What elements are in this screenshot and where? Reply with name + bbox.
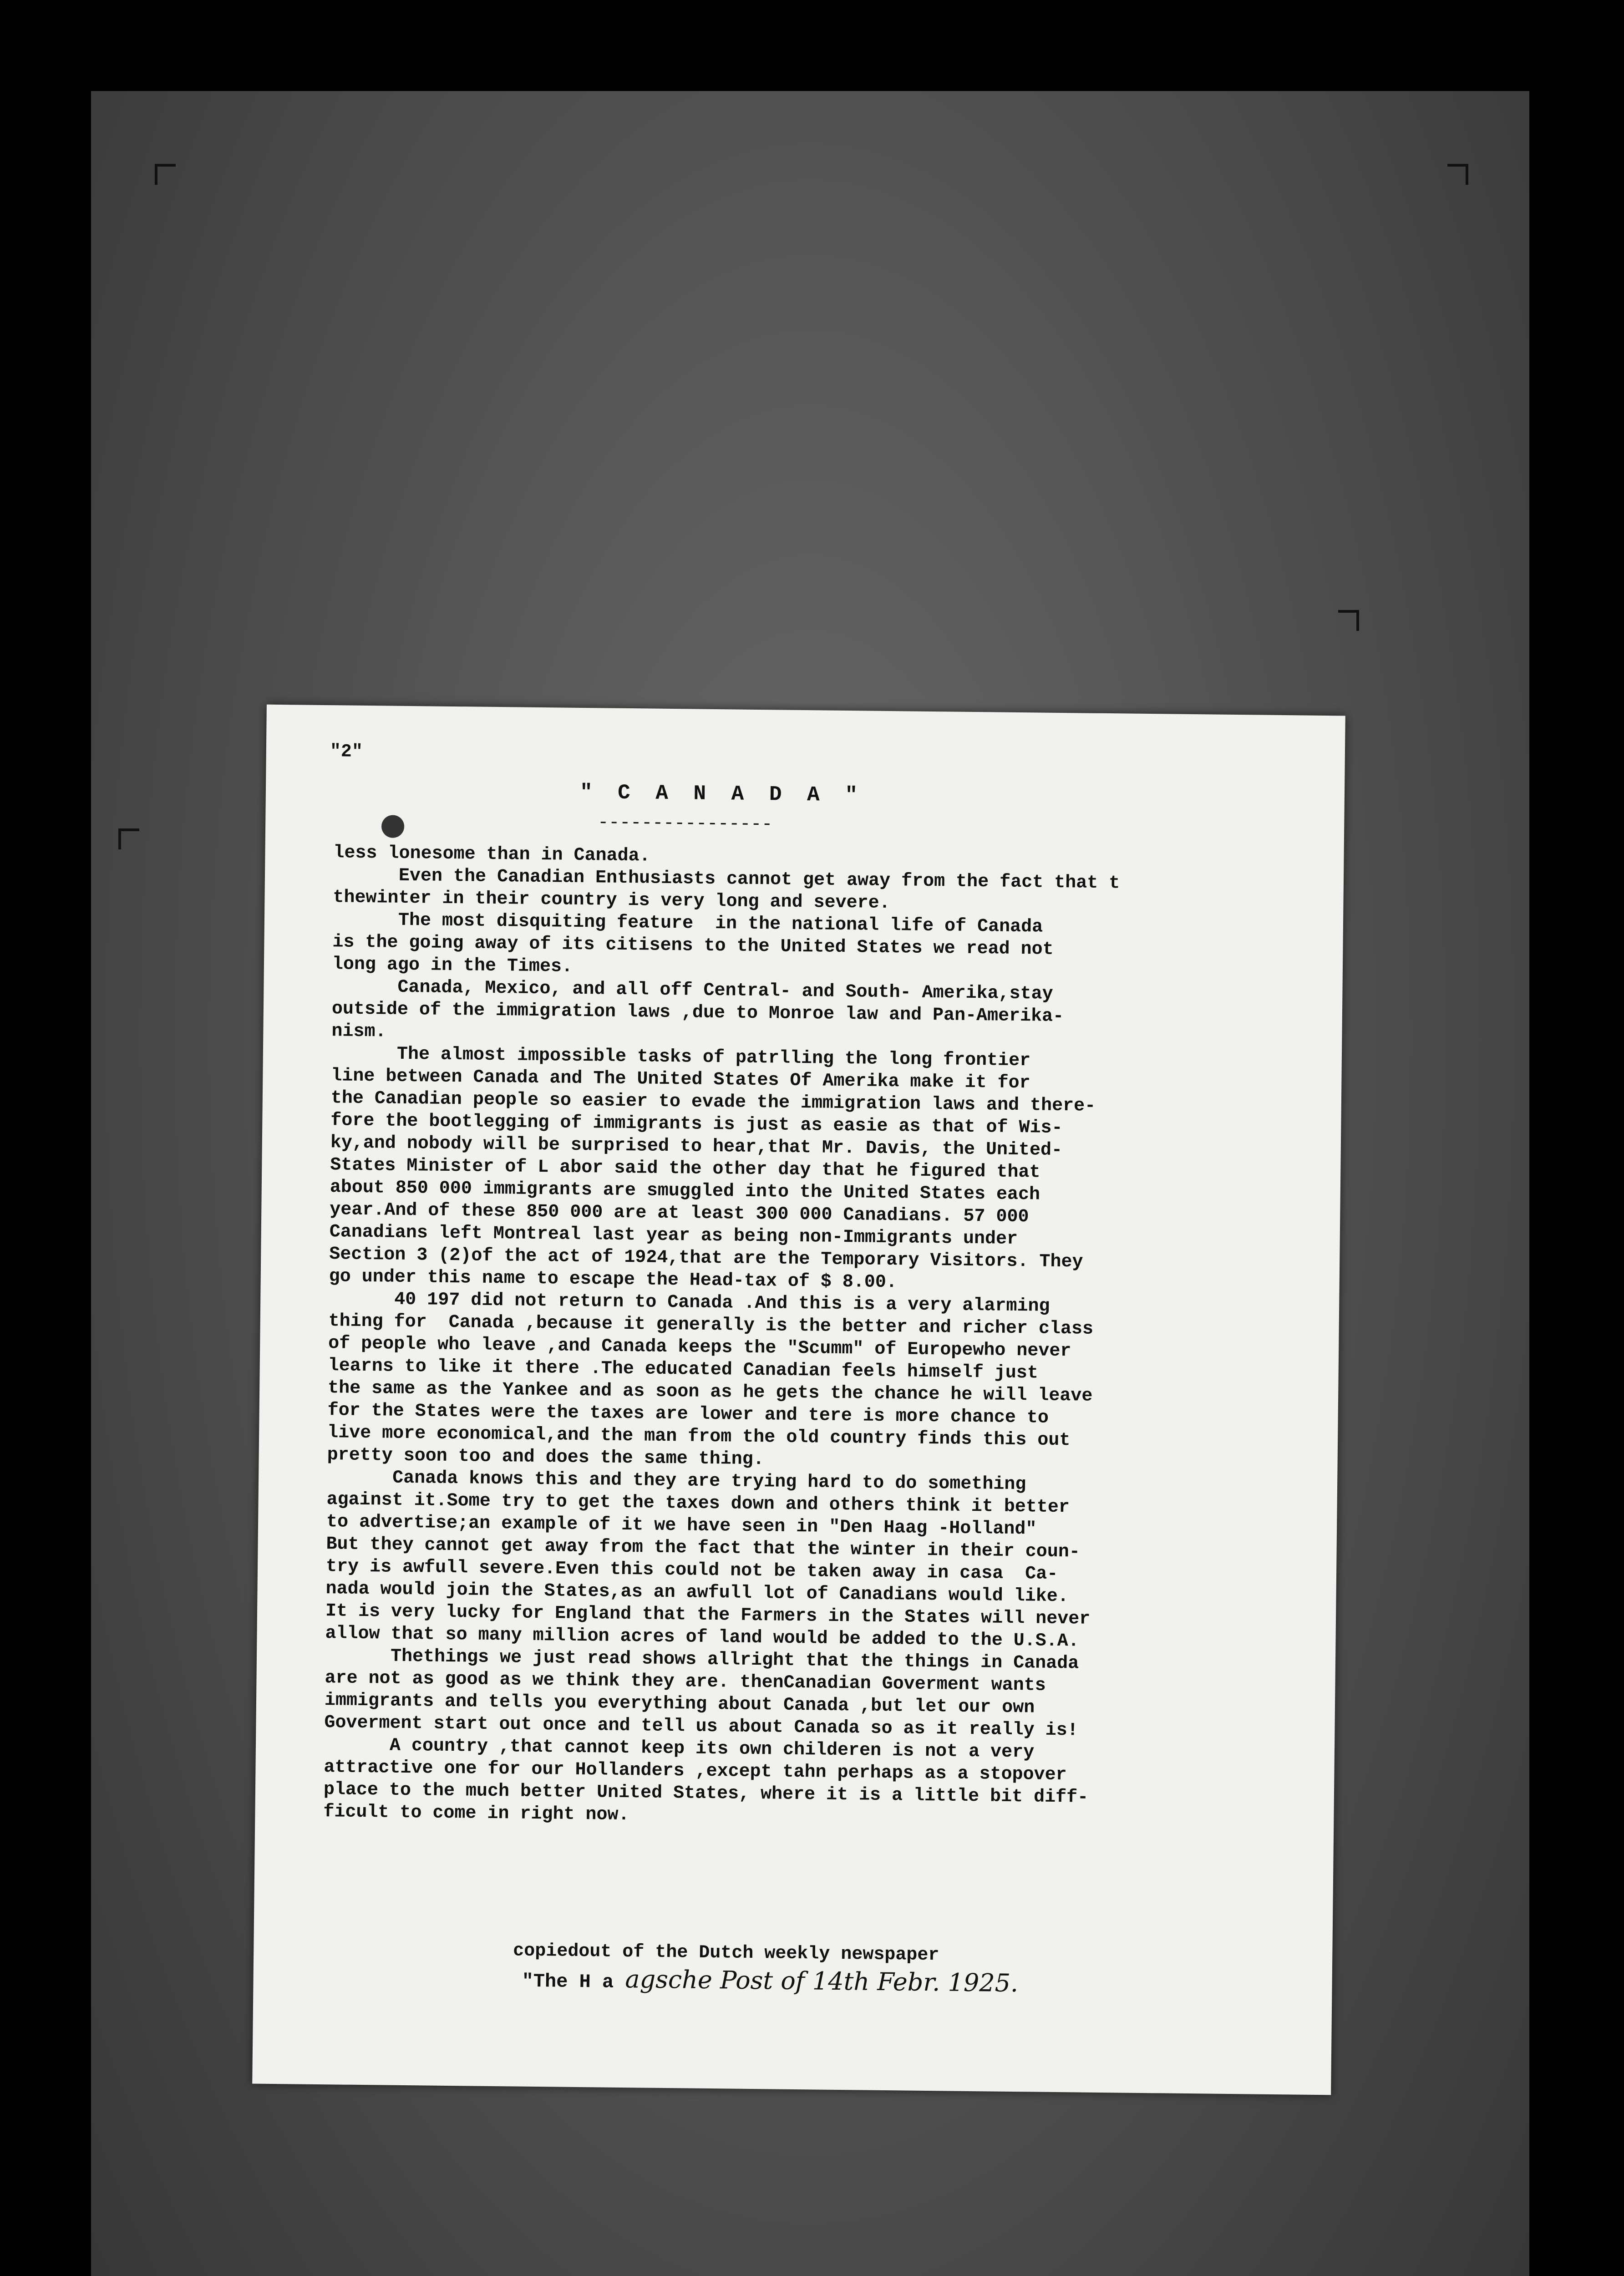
body-line: pretty soon too and does the same thing. — [327, 1445, 765, 1470]
body-line: is the going away of its citisens to the United States we read not — [332, 932, 1054, 960]
body-line: immigrants and tells you everything about Canada ,but let our own — [324, 1690, 1035, 1718]
body-line: go under this name to escape the Head-tax of $ 8.00. — [329, 1266, 898, 1293]
body-line: place to the much better United States, where it is a little bit diff- — [323, 1779, 1089, 1808]
registration-mark — [1447, 164, 1468, 185]
body-line: The most disquiting feature in the national life of Canada — [332, 909, 1043, 938]
registration-mark — [118, 828, 139, 849]
body-line: ky,and nobody will be surprised to hear,that Mr. Davis, the United- — [330, 1133, 1063, 1161]
body-line: the same as the Yankee and as soon as he gets the chance he will leave — [327, 1378, 1093, 1407]
page-number: "2" — [330, 742, 363, 762]
source-handwritten: agsche Post of 14th Febr. 1925. — [625, 1965, 1019, 1998]
body-line: It is very lucky for England that the Farmers in the States will never — [325, 1601, 1091, 1630]
body-line: Section 3 (2)of the act of 1924,that are the Temporary Visitors. They — [329, 1244, 1083, 1273]
body-line: about 850 000 immigrants are smuggled into the United States each — [330, 1177, 1040, 1205]
punch-hole — [381, 815, 405, 838]
body-line: thewinter in their country is very long and severe. — [333, 887, 890, 914]
body-line: Canada knows this and they are trying hard to do something — [326, 1467, 1026, 1495]
document-body — [323, 842, 1289, 1833]
body-line: Goverment start out once and tell us about Canada so as it really is! — [324, 1712, 1078, 1741]
body-line: nada would join the States,as an awfull lot of Canadians would like. — [325, 1579, 1069, 1607]
body-line: But they cannot get away from the fact that the winter in their coun- — [326, 1534, 1081, 1563]
body-line: nism. — [331, 1021, 386, 1042]
source-prefix: "The H a — [522, 1970, 625, 1994]
body-line: long ago in the Times. — [332, 954, 573, 977]
body-line: fore the bootlegging of immigrants is just as easie as that of Wis- — [330, 1110, 1063, 1139]
body-line: Even the Canadian Enthusiasts cannot get away from the fact that t — [333, 865, 1120, 894]
body-line: The almost impossible tasks of patrlling the long frontier — [331, 1043, 1031, 1072]
document-heading: " C A N A D A " — [579, 780, 864, 808]
typed-document-page — [252, 705, 1345, 2095]
body-line: Thethings we just read shows allright that the things in Canada — [325, 1646, 1079, 1674]
body-line: to advertise;an example of it we have seen in "Den Haag -Holland" — [326, 1512, 1037, 1540]
body-line: against it.Some try to get the taxes down and others think it better — [326, 1489, 1070, 1518]
body-line: less lonesome than in Canada. — [333, 843, 650, 867]
body-line: the Canadian people so easier to evade the immigration laws and there- — [330, 1088, 1096, 1117]
body-line: Canadians left Montreal last year as being non-Immigrants under — [329, 1222, 1018, 1250]
body-line: States Minister of L abor said the other day that he figured that — [330, 1155, 1040, 1183]
body-line: for the States were the taxes are lower and tere is more chance to — [327, 1400, 1049, 1428]
body-line: of people who leave ,and Canada keeps the "Scumm" of Europewho never — [328, 1333, 1071, 1362]
body-line: live more economical,and the man from the old country finds this out — [327, 1422, 1071, 1451]
body-line: thing for Canada ,because it generally is the better and richer class — [328, 1311, 1094, 1340]
body-line: outside of the immigration laws ,due to Monroe law and Pan-Amerika- — [331, 999, 1064, 1027]
body-line: ficult to come in right now. — [323, 1802, 629, 1826]
heading-underline: ---------------- — [598, 813, 773, 835]
body-line: learns to like it there .The educated Canadian feels himself just — [328, 1356, 1039, 1384]
body-line: try is awfull severe.Even this could not be taken away in casa Ca- — [325, 1556, 1058, 1585]
copied-note: copiedout of the Dutch weekly newspaper — [513, 1941, 939, 1966]
body-line: line between Canada and The United States Of Amerika make it for — [331, 1066, 1030, 1094]
registration-mark — [155, 164, 176, 185]
body-line: 40 197 did not return to Canada .And this is a very alarming — [329, 1289, 1050, 1317]
body-line: allow that so many million acres of land would be added to the U.S.A. — [325, 1623, 1079, 1652]
registration-mark — [1338, 610, 1359, 631]
body-line: Canada, Mexico, and all off Central- and South- Amerika,stay — [332, 976, 1053, 1005]
body-line: A country ,that cannot keep its own childeren is not a very — [324, 1735, 1035, 1763]
body-line: year.And of these 850 000 are at least 300 000 Canadians. 57 000 — [330, 1199, 1029, 1228]
body-line: attractive one for our Hollanders ,except tahn perhaps as a stopover — [324, 1757, 1067, 1786]
source-citation — [522, 1964, 1018, 1997]
body-line: are not as good as we think they are. thenCanadian Goverment wants — [325, 1668, 1046, 1696]
